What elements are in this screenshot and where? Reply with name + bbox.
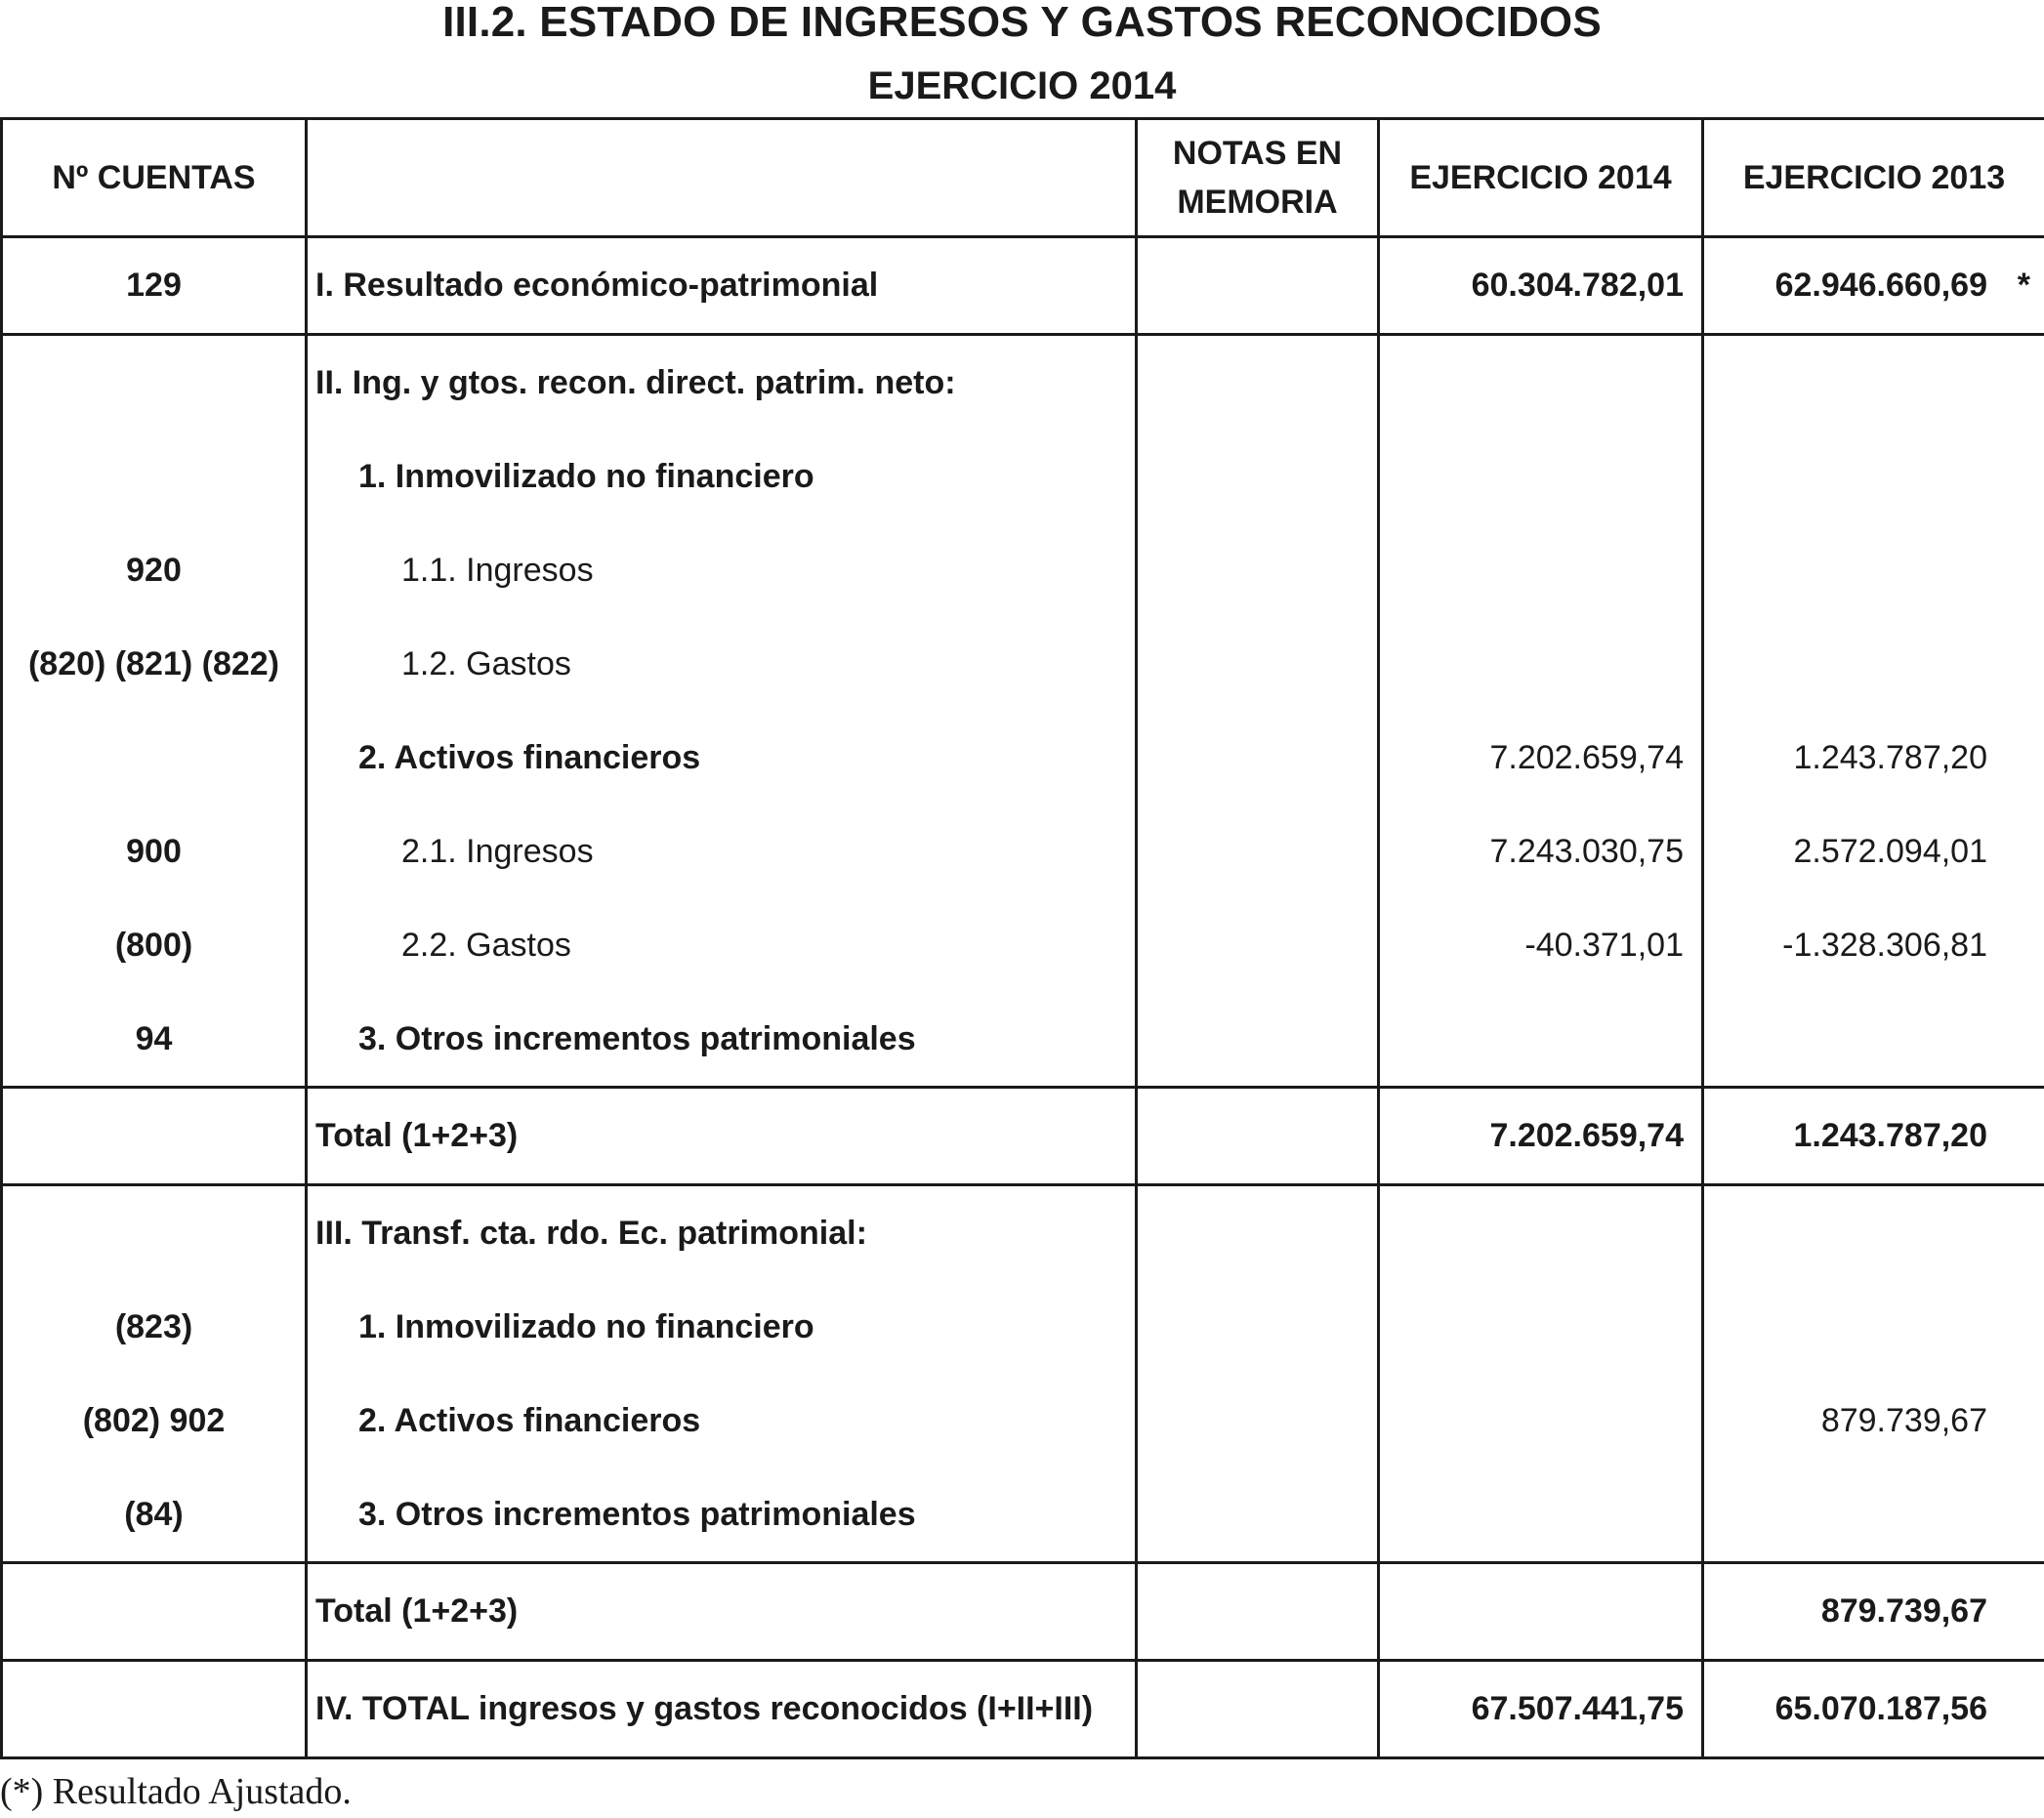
header-notes xyxy=(1137,119,1379,237)
section-iii-accounts xyxy=(2,1185,307,1563)
account-cell xyxy=(2,1563,307,1661)
value-2013: -1.328.306,81 xyxy=(1782,927,1987,964)
footnote: (*) Resultado Ajustado. xyxy=(0,1771,352,1812)
row-label: 1.1. Ingresos xyxy=(401,552,594,589)
account-number xyxy=(3,711,305,805)
section-ii-2014 xyxy=(1379,335,1703,1088)
section-heading: III. Transf. cta. rdo. Ec. patrimonial: xyxy=(315,1215,867,1252)
total-2014 xyxy=(1380,1564,1701,1659)
header-concept xyxy=(307,119,1137,237)
value-2014 xyxy=(1380,430,1701,523)
value-2013 xyxy=(1704,1467,2044,1561)
value-2013 xyxy=(1704,523,2044,617)
total-2013: 879.739,67 xyxy=(1820,1592,1987,1630)
value-2013 xyxy=(1704,1280,2044,1374)
account-cell xyxy=(2,1661,307,1758)
section-ii-total-row xyxy=(2,1088,2044,1185)
header-notes-line1: NOTAS EN xyxy=(1172,135,1343,172)
section-iii-2014 xyxy=(1379,1185,1703,1563)
value-2014: 7.202.659,74 xyxy=(1489,739,1684,776)
notes-cell xyxy=(1137,1563,1379,1661)
total-label: Total (1+2+3) xyxy=(315,1592,519,1630)
row-label: 3. Otros incrementos patrimoniales xyxy=(358,1496,916,1533)
row-label: 3. Otros incrementos patrimoniales xyxy=(358,1020,916,1057)
value-2014 xyxy=(1380,1467,1701,1561)
adjusted-mark: * xyxy=(2017,267,2030,304)
header-year-2014: EJERCICIO 2014 xyxy=(1379,119,1703,237)
row-label: 2.1. Ingresos xyxy=(401,833,594,870)
section-iv-grand-total-row xyxy=(2,1661,2044,1758)
row-label: 1. Inmovilizado no financiero xyxy=(358,1308,814,1345)
account-number: (802) 902 xyxy=(82,1402,226,1439)
notes-cell xyxy=(1137,237,1379,335)
value-2013 xyxy=(1704,238,2044,333)
section-ii-2013 xyxy=(1703,335,2044,1088)
total-2013: 1.243.787,20 xyxy=(1793,1117,1987,1154)
row-label: 1. Inmovilizado no financiero xyxy=(358,458,814,495)
account-number: 920 xyxy=(126,552,182,589)
row-label: 2. Activos financieros xyxy=(358,739,701,776)
total-2014: 7.202.659,74 xyxy=(1489,1117,1684,1154)
account-number xyxy=(3,336,305,430)
section-iii-labels xyxy=(307,1185,1137,1563)
section-ii-labels xyxy=(307,335,1137,1088)
grand-total-2014: 67.507.441,75 xyxy=(1471,1690,1684,1727)
table-header-row xyxy=(2,119,2044,237)
value-2013 xyxy=(1704,1186,2044,1280)
account-number: 129 xyxy=(126,267,182,304)
row-label: 1.2. Gastos xyxy=(401,645,571,682)
value-2014 xyxy=(1380,1374,1701,1467)
row-label: 2.2. Gastos xyxy=(401,927,571,964)
value-2014 xyxy=(1380,336,1701,430)
value-2013 xyxy=(1704,992,2044,1086)
section-iii-block xyxy=(2,1185,2044,1563)
section-ii-accounts xyxy=(2,335,307,1088)
header-notes-line2: MEMORIA xyxy=(1177,184,1338,221)
value-2014: -40.371,01 xyxy=(1524,927,1684,964)
header-year-2013: EJERCICIO 2013 xyxy=(1703,119,2044,237)
value-2014 xyxy=(1380,617,1701,711)
section-ii-block xyxy=(2,335,2044,1088)
value-2013 xyxy=(1704,617,2044,711)
value-2013 xyxy=(1704,430,2044,523)
row-label: I. Resultado económico-patrimonial xyxy=(315,267,879,304)
section-iii-total-row xyxy=(2,1563,2044,1661)
notes-cell xyxy=(1137,1088,1379,1185)
value-2014 xyxy=(1380,1280,1701,1374)
grand-total-label: IV. TOTAL ingresos y gastos reconocidos (I+II+III) xyxy=(315,1690,1094,1727)
value-2013-text: 62.946.660,69 xyxy=(1774,267,1987,304)
account-number: (800) xyxy=(114,927,193,964)
value-2014 xyxy=(1380,992,1701,1086)
total-label: Total (1+2+3) xyxy=(315,1117,519,1154)
account-number xyxy=(3,1186,305,1280)
account-number: 94 xyxy=(135,1020,173,1057)
grand-total-2013: 65.070.187,56 xyxy=(1774,1690,1987,1727)
row-label: 2. Activos financieros xyxy=(358,1402,701,1439)
header-accounts: Nº CUENTAS xyxy=(2,119,307,237)
value-2014: 60.304.782,01 xyxy=(1471,267,1684,304)
value-2013: 879.739,67 xyxy=(1820,1402,1987,1439)
value-2013: 2.572.094,01 xyxy=(1793,833,1987,870)
account-number: (820) (821) (822) xyxy=(27,645,279,682)
notes-cell xyxy=(1137,1185,1379,1563)
page-title: III.2. ESTADO DE INGRESOS Y GASTOS RECONOCIDOS xyxy=(442,0,1602,46)
value-2013: 1.243.787,20 xyxy=(1793,739,1987,776)
page-subtitle: EJERCICIO 2014 xyxy=(867,64,1177,107)
notes-cell xyxy=(1137,1661,1379,1758)
notes-cell xyxy=(1137,335,1379,1088)
section-iii-2013 xyxy=(1703,1185,2044,1563)
value-2014: 7.243.030,75 xyxy=(1489,833,1684,870)
value-2014 xyxy=(1380,523,1701,617)
account-number: (823) xyxy=(114,1308,193,1345)
account-number: 900 xyxy=(126,833,182,870)
account-number xyxy=(3,430,305,523)
value-2013 xyxy=(1704,336,2044,430)
section-heading: II. Ing. y gtos. recon. direct. patrim. neto: xyxy=(315,364,956,401)
account-cell xyxy=(2,1088,307,1185)
section-i-row xyxy=(2,237,2044,335)
value-2014 xyxy=(1380,1186,1701,1280)
account-number: (84) xyxy=(124,1496,184,1533)
statement-table xyxy=(0,117,2044,1759)
